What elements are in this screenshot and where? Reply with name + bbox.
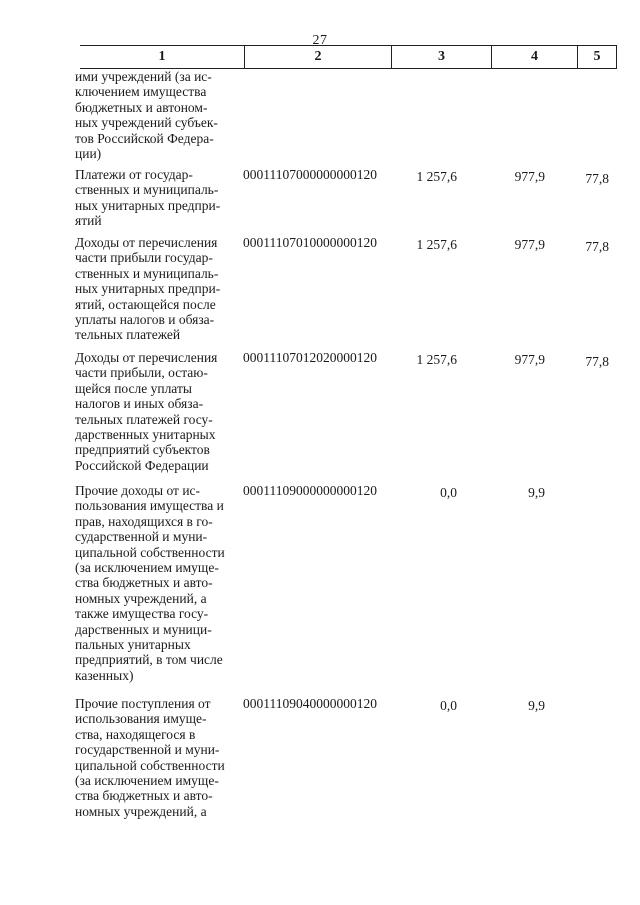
row-code: 00011107012020000120 bbox=[243, 350, 377, 365]
column-header-1: 1 bbox=[80, 46, 245, 69]
table-row bbox=[75, 350, 615, 483]
row-col3: 1 257,6 bbox=[416, 352, 457, 367]
row-code: 00011109000000000120 bbox=[243, 483, 377, 498]
column-header-5: 5 bbox=[578, 46, 617, 69]
row-col5: 77,8 bbox=[585, 171, 609, 186]
row-description: Платежи от государ- ственных и муниципаль- ных унитарных предпри- ятий bbox=[75, 167, 221, 229]
row-code: 00011107000000000120 bbox=[243, 167, 377, 182]
row-col3 bbox=[391, 69, 457, 71]
page-number: 27 bbox=[312, 33, 328, 48]
row-col4: 977,9 bbox=[514, 352, 545, 367]
row-col3: 1 257,6 bbox=[416, 237, 457, 252]
row-col3: 1 257,6 bbox=[416, 169, 457, 184]
table-row bbox=[75, 483, 615, 696]
column-header-3: 3 bbox=[392, 46, 492, 69]
column-header-4: 4 bbox=[492, 46, 578, 69]
table-body bbox=[75, 69, 615, 826]
row-col4: 9,9 bbox=[528, 698, 545, 713]
row-description: Прочие доходы от ис- пользования имущества и прав, находящихся в го- сударственной и муни- ципальной собственности (за исключением имуще- ства бюджетных и авто- номных учреждений, а также имущества госу- дарственных и муници- пальных унитарных предприятий, в том числе казенных) bbox=[75, 483, 225, 683]
row-col4: 977,9 bbox=[514, 169, 545, 184]
row-col5 bbox=[545, 483, 609, 487]
row-code: 00011109040000000120 bbox=[243, 696, 377, 711]
row-col4: 9,9 bbox=[528, 485, 545, 500]
column-header-2: 2 bbox=[245, 46, 392, 69]
table-row bbox=[75, 69, 615, 167]
table-header bbox=[80, 45, 617, 69]
row-col5 bbox=[545, 69, 609, 73]
table-row bbox=[75, 235, 615, 350]
row-col5: 77,8 bbox=[585, 354, 609, 369]
row-description: Доходы от перечисления части прибыли, остаю- щейся после уплаты налогов и иных обяза- тельных платежей госу- дарственных унитарных предприятий субъектов Российской Федерации bbox=[75, 350, 218, 473]
row-description: Прочие поступления от использования имуще- ства, находящегося в государственной и муни- ципальной собственности (за исключением имуще- ства бюджетных и авто- номных учреждений, а bbox=[75, 696, 225, 819]
table-row bbox=[75, 696, 615, 826]
row-col3: 0,0 bbox=[440, 485, 457, 500]
row-col5: 77,8 bbox=[585, 239, 609, 254]
row-col5 bbox=[545, 696, 609, 700]
row-col4: 977,9 bbox=[514, 237, 545, 252]
row-col4 bbox=[457, 69, 545, 71]
row-code: 00011107010000000120 bbox=[243, 235, 377, 250]
row-col3: 0,0 bbox=[440, 698, 457, 713]
row-description: Доходы от перечисления части прибыли государ- ственных и муниципаль- ных унитарных предпри- ятий, остающейся после уплаты налогов и обяза- тельных платежей bbox=[75, 235, 221, 343]
table-row bbox=[75, 167, 615, 235]
row-description: ими учреждений (за ис- ключением имущества бюджетных и автоном- ных учреждений субъек- тов Российской Федера- ции) bbox=[75, 69, 218, 162]
